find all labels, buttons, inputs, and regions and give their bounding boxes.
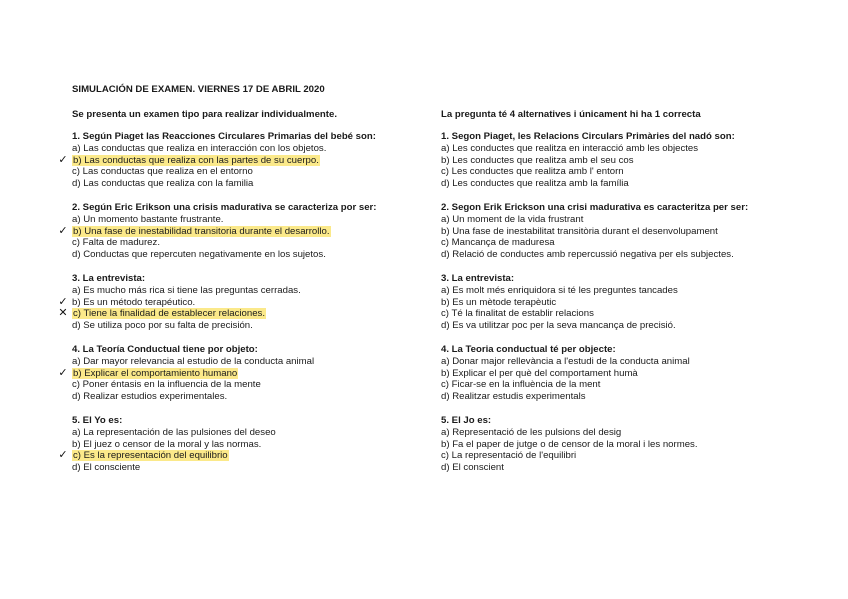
option-text: b) Una fase de inestabilitat transitòria durant el desenvolupament (441, 225, 718, 237)
catalan-questions (441, 131, 821, 473)
catalan-intro: La pregunta té 4 alternatives i únicament hi ha 1 correcta (441, 109, 701, 120)
answer-option (72, 143, 432, 155)
check-mark-icon: ✓ (58, 153, 68, 166)
option-text: b) El juez o censor de la moral y las normas. (72, 438, 262, 450)
option-text: c) La representació de l'equilibri (441, 450, 577, 461)
answer-option (72, 462, 432, 474)
option-text: c) Poner éntasis en la influencia de la mente (72, 379, 261, 390)
answer-option (441, 226, 821, 238)
question-block (441, 415, 821, 473)
option-text: c) Falta de madurez. (72, 237, 160, 248)
question-title: 5. El Yo es: (72, 415, 123, 426)
answer-option (58, 366, 432, 380)
answer-option (441, 285, 821, 297)
answer-option (72, 166, 432, 178)
answer-option (72, 391, 432, 403)
highlighted-option-text: b) Explicar el comportamiento humano (73, 367, 238, 379)
option-text: a) Es mucho más rica si tiene las preguntas cerradas. (72, 285, 301, 296)
question-block (58, 202, 432, 260)
highlighted-option-text: c) Tiene la finalidad de establecer relaciones. (73, 308, 265, 319)
answer-option (72, 237, 432, 249)
question-title: 3. La entrevista: (441, 273, 515, 284)
option-text: c) Las conductas que realiza en el entorno (72, 166, 253, 177)
answer-option (72, 439, 432, 451)
question-title: 1. Segon Piaget, les Relacions Circulars Primàries del nadó son: (441, 131, 735, 142)
answer-option (441, 143, 821, 155)
answer-option (441, 356, 821, 368)
answer-option (441, 439, 821, 451)
spanish-column (58, 109, 432, 486)
answer-option (441, 450, 821, 462)
check-mark-icon: ✓ (58, 366, 68, 379)
option-text: d) Realitzar estudis experimentals (441, 390, 586, 402)
option-text: a) Dar mayor relevancia al estudio de la conducta animal (72, 356, 315, 367)
answer-option (58, 224, 432, 238)
option-text: b) Fa el paper de jutge o de censor de la moral i les normes. (441, 438, 698, 450)
option-text: a) Representació de les pulsions del desig (441, 427, 622, 438)
question-block (441, 344, 821, 402)
option-text: d) Relació de conductes amb repercussió negativa per els subjectes. (441, 248, 734, 260)
option-text: d) El conscient (441, 461, 504, 473)
option-text: d) Es va utilitzar poc per la seva mancança de precisió. (441, 319, 676, 331)
option-text: a) Les conductes que realitza en interacció amb les objectes (441, 143, 699, 154)
option-text: b) Es un método terapéutico. (72, 296, 196, 308)
document-title: SIMULACIÓN DE EXAMEN. VIERNES 17 DE ABRIL 2020 (72, 84, 325, 95)
spanish-questions (58, 131, 432, 473)
question-block (58, 273, 432, 331)
answer-option (441, 427, 821, 439)
spanish-intro: Se presenta un examen tipo para realizar individualmente. (72, 109, 337, 120)
question-title: 2. Según Eric Erikson una crisis madurativa se caracteriza por ser: (72, 202, 377, 213)
option-text: a) Un momento bastante frustrante. (72, 214, 224, 225)
option-text: b) Les conductes que realitza amb el seu cos (441, 154, 634, 166)
answer-option (72, 320, 432, 332)
option-text: a) Un moment de la vida frustrant (441, 214, 584, 225)
answer-option (72, 285, 432, 297)
answer-option (441, 178, 821, 190)
option-text: c) Ficar-se en la influència de la ment (441, 379, 601, 390)
question-title: 3. La entrevista: (72, 273, 146, 284)
answer-option (58, 449, 432, 462)
option-text: a) Es molt més enriquidora si té les preguntes tancades (441, 285, 678, 296)
question-block (441, 131, 821, 189)
question-title: 1. Según Piaget las Reacciones Circulares Primarias del bebé son: (72, 131, 376, 142)
option-text: b) Es un mètode terapèutic (441, 296, 557, 308)
answer-option (72, 427, 432, 439)
question-block (441, 202, 821, 260)
option-text: b) Explicar el per què del comportament humà (441, 367, 638, 379)
option-text: a) La representación de las pulsiones del deseo (72, 427, 276, 438)
answer-option (72, 356, 432, 368)
question-block (58, 131, 432, 189)
answer-option (72, 379, 432, 391)
option-text: d) Conductas que repercuten negativamente en los sujetos. (72, 248, 326, 260)
option-text: d) Les conductes que realitza amb la família (441, 177, 629, 189)
answer-option (441, 155, 821, 167)
question-title: 5. El Jo es: (441, 415, 492, 426)
question-block (58, 415, 432, 473)
question-block (441, 273, 821, 331)
answer-option (441, 379, 821, 391)
question-title: 4. La Teoria conductual té per objecte: (441, 344, 616, 355)
check-mark-icon: ✓ (58, 449, 68, 461)
answer-option (58, 307, 432, 320)
option-text: a) Donar major rellevància a l'estudi de la conducta animal (441, 356, 690, 367)
answer-option (441, 320, 821, 332)
check-mark-icon: ✓ (58, 295, 68, 308)
answer-option (441, 308, 821, 320)
catalan-column (441, 109, 821, 486)
answer-option (441, 391, 821, 403)
answer-option (441, 462, 821, 474)
answer-option (441, 214, 821, 226)
check-mark-icon: ✓ (58, 224, 68, 237)
answer-option (58, 295, 432, 309)
answer-option (441, 237, 821, 249)
option-text: d) Las conductas que realiza con la familia (72, 177, 254, 189)
answer-option (441, 249, 821, 261)
highlighted-option-text: b) Las conductas que realiza con las partes de su cuerpo. (73, 154, 319, 166)
answer-option (441, 166, 821, 178)
option-text: d) Se utiliza poco por su falta de precisión. (72, 319, 253, 331)
option-text: a) Las conductas que realiza en interacción con los objetos. (72, 143, 327, 154)
question-block (58, 344, 432, 402)
option-text: c) Mancança de maduresa (441, 237, 555, 248)
answer-option (441, 297, 821, 309)
option-text: d) El consciente (72, 461, 141, 473)
highlighted-option-text: b) Una fase de inestabilidad transitoria durante el desarrollo. (73, 225, 330, 237)
answer-option (441, 368, 821, 380)
option-text: c) Les conductes que realitza amb l' entorn (441, 166, 624, 177)
answer-option (58, 153, 432, 167)
question-title: 2. Segon Erik Erickson una crisi madurativa es caracteritza per ser: (441, 202, 749, 213)
answer-option (72, 249, 432, 261)
option-text: c) Té la finalitat de establir relacions (441, 308, 594, 319)
highlighted-option-text: c) Es la representación del equilibrio (73, 450, 228, 461)
cross-mark-icon: ✕ (58, 307, 68, 319)
answer-option (72, 214, 432, 226)
answer-option (72, 178, 432, 190)
option-text: d) Realizar estudios experimentales. (72, 390, 228, 402)
question-title: 4. La Teoría Conductual tiene por objeto: (72, 344, 258, 355)
